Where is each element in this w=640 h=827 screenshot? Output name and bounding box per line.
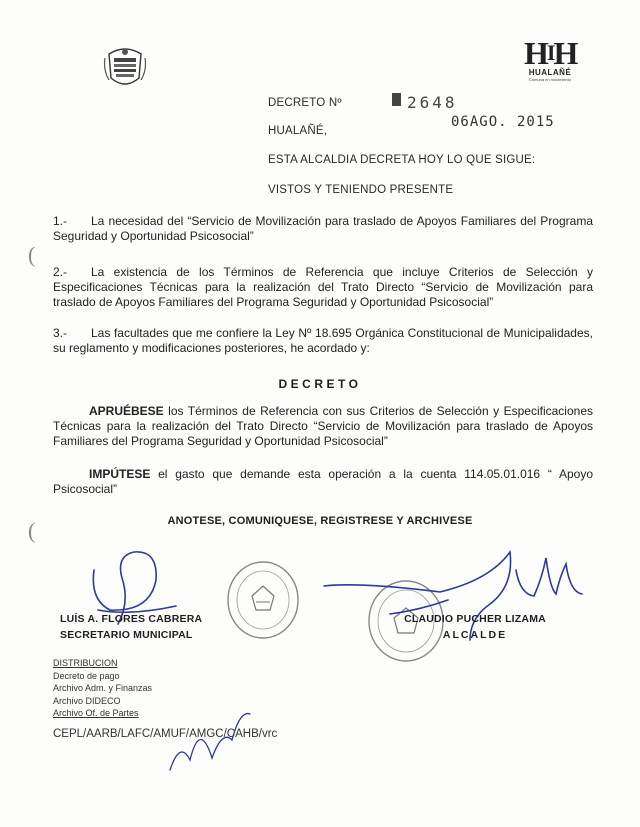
municipal-crest — [103, 44, 147, 92]
resolution-lead: APRUÉBESE — [89, 404, 164, 418]
logo-name: HUALAÑÉ — [528, 68, 572, 77]
decree-number: 2648 — [407, 93, 458, 112]
resolution-impute — [53, 467, 593, 497]
secretary-role: SECRETARIO MUNICIPAL — [60, 629, 193, 641]
resolution-approve — [53, 404, 593, 449]
secretary-block — [60, 611, 202, 643]
item-3 — [53, 326, 593, 356]
stamp-mark — [392, 93, 401, 106]
resolution-text: los Términos de Referencia con sus Criterios de Selección y Especificaciones Técnicas para la realización del Trato Directo “Servicio de Movilización para traslado de Apoyos Familiares del Programa Seguridad y Oportunidad Psicosocial” — [53, 404, 593, 448]
item-text: La necesidad del “Servicio de Movilización para traslado de Apoyos Familiares del Programa Seguridad y Oportunidad Psicosocial” — [53, 214, 593, 243]
closing-statement: ANOTESE, COMUNIQUESE, REGISTRESE Y ARCHIVESE — [167, 515, 473, 527]
item-text: La existencia de los Términos de Referencia que incluye Criterios de Selección y Especificaciones Técnicas para la realización del Trato Directo “Servicio de Movilización para traslado de Apoyos Familiares del Programa Seguridad y Oportunidad Psicosocial” — [53, 265, 593, 309]
vistos-heading: VISTOS Y TENIENDO PRESENTE — [268, 184, 454, 196]
initials-line: CEPL/AARB/LAFC/AMUF/AMGC/CAHB/vrc — [53, 728, 278, 740]
resolution-text: el gasto que demande esta operación a la cuenta 114.05.01.016 “ Apoyo Psicosocial” — [53, 467, 593, 496]
municipal-seal-left — [226, 560, 300, 640]
logo-tagline: Comuna en movimiento — [528, 77, 572, 82]
item-number: 2.- — [53, 265, 68, 279]
initials-scribble — [160, 700, 260, 780]
distribution-item: Archivo DIDECO — [53, 695, 121, 706]
mayor-block — [400, 611, 550, 643]
decreto-title: DECRETO — [278, 377, 362, 391]
margin-mark: ( — [28, 242, 36, 267]
resolution-lead: IMPÚTESE — [89, 467, 151, 481]
decree-date: 06AGO. 2015 — [451, 114, 555, 130]
distribution-item: Decreto de pago — [53, 670, 120, 681]
item-1 — [53, 214, 593, 244]
margin-mark: ( — [28, 518, 36, 543]
mayor-role: ALCALDE — [442, 629, 508, 641]
decree-place: HUALAÑÉ, — [268, 125, 328, 137]
item-number: 1.- — [53, 214, 68, 228]
item-number: 3.- — [53, 326, 68, 340]
distribution-item: Archivo Adm. y Finanzas — [53, 683, 153, 693]
distribution-list — [53, 657, 152, 720]
hualane-logo: $H^IH$ HUALAÑÉ Comuna en movimiento — [524, 35, 577, 82]
decree-label: DECRETO Nº — [268, 97, 342, 109]
mayor-name: CLAUDIO PUCHER LIZAMA — [404, 613, 546, 625]
distribution-item: Archivo Of. de Partes — [53, 708, 139, 718]
item-2 — [53, 265, 593, 310]
item-text: Las facultades que me confiere la Ley Nº 18.695 Orgánica Constitucional de Municipalidades, su reglamento y modificaciones posteriores, he acordado y: — [53, 326, 593, 355]
decree-intro: ESTA ALCALDIA DECRETA HOY LO QUE SIGUE: — [268, 154, 536, 166]
secretary-name: LUÍS A. FLORES CABRERA — [60, 613, 203, 625]
distribution-title: DISTRIBUCION — [53, 658, 118, 668]
